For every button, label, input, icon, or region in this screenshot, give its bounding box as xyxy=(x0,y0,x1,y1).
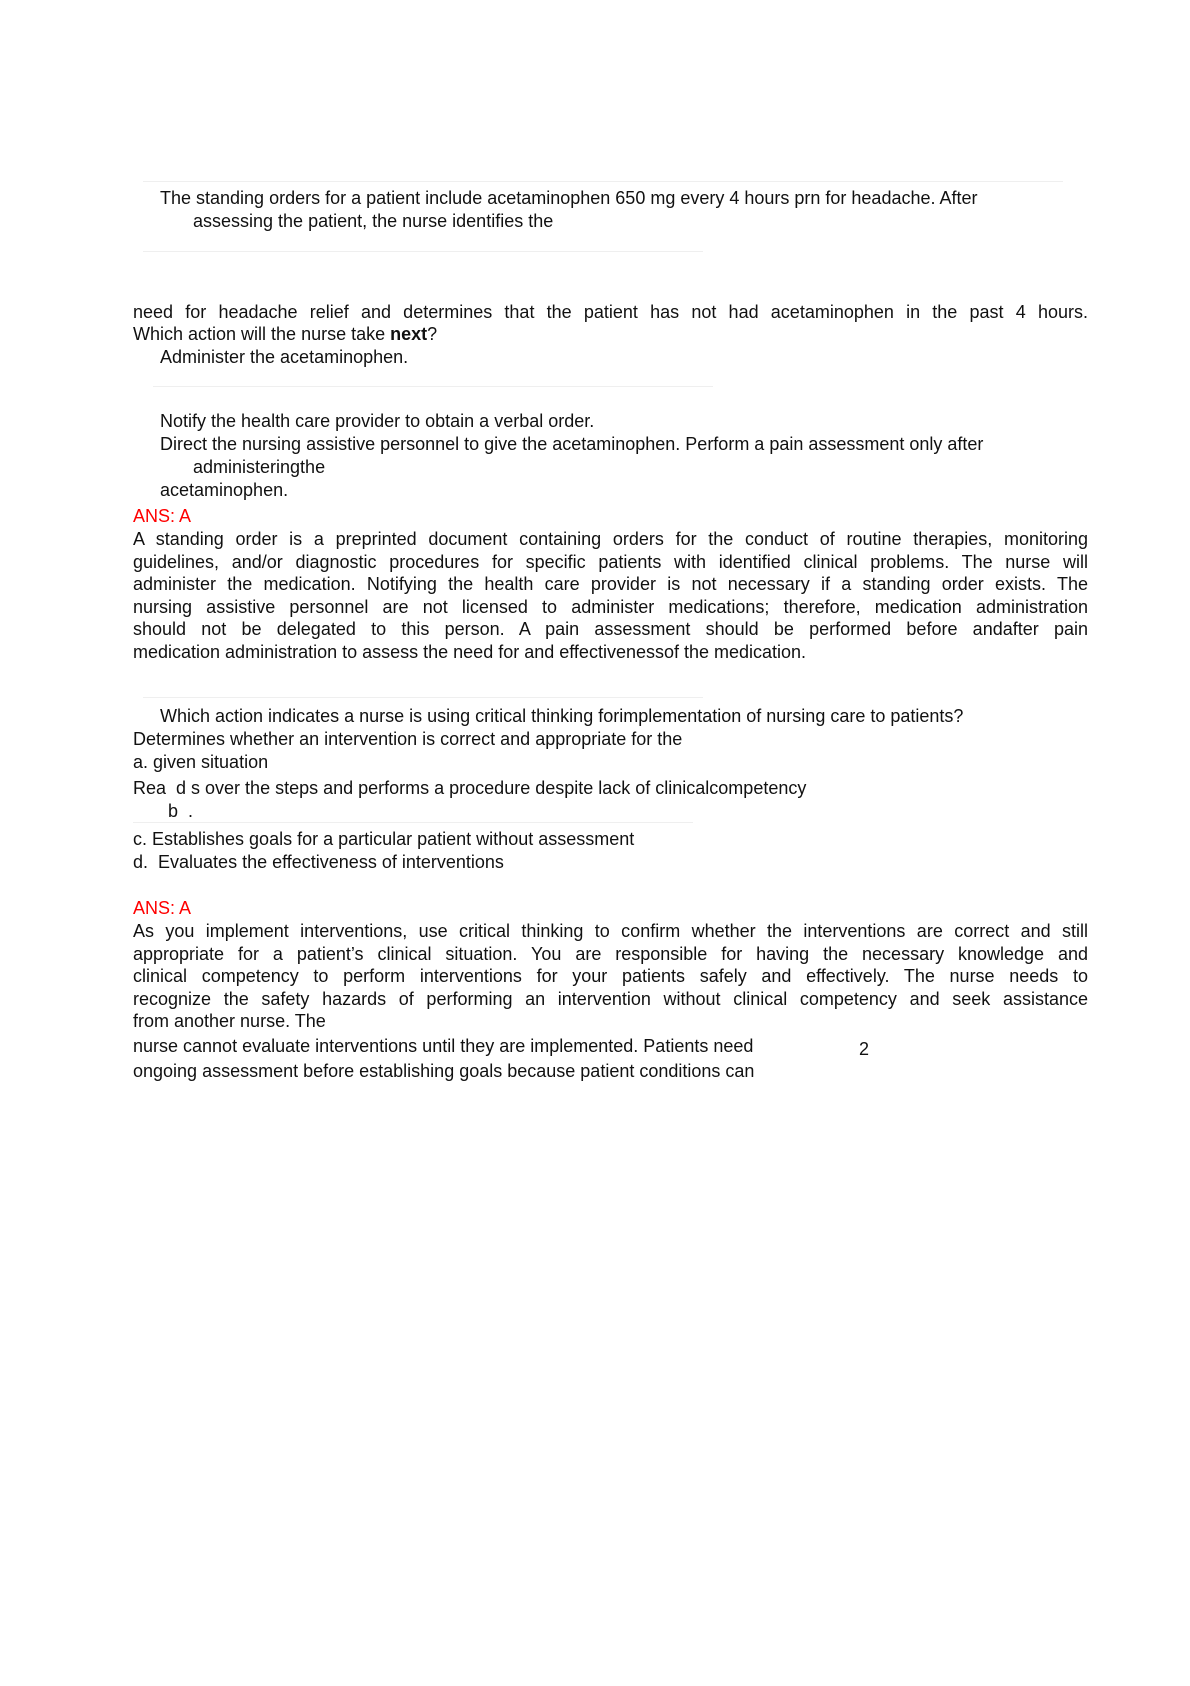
divider xyxy=(153,386,713,387)
question1-stem-line1: The standing orders for a patient include acetaminophen 650 mg every 4 hours prn for headache. After xyxy=(160,188,978,208)
question2-stem: Which action indicates a nurse is using critical thinking forimplementation of nursing care to patients? xyxy=(160,706,964,726)
rationale-line: nursing assistive personnel are not licensed to administer medications; therefore, medication administration xyxy=(133,596,1088,617)
question2-option-b-line1: Rea d s over the steps and performs a procedure despite lack of clinicalcompetency xyxy=(133,778,807,798)
question2-rationale-cont1: nurse cannot evaluate interventions until they are implemented. Patients need xyxy=(133,1036,754,1056)
question2-option-d: d. Evaluates the effectiveness of interventions xyxy=(133,852,504,872)
question2-option-c: c. Establishes goals for a particular patient without assessment xyxy=(133,829,635,849)
question1-answer: ANS: A xyxy=(133,506,192,526)
question1-option-3-line2: administeringthe xyxy=(193,457,326,477)
page-number: 2 xyxy=(859,1039,870,1059)
rationale-line: from another nurse. The xyxy=(133,1011,326,1031)
question1-stem-line3: need for headache relief and determines that the patient has not had acetaminophen in the past 4 hours. xyxy=(133,302,1088,322)
rationale-line: clinical competency to perform interventions for your patients safely and effectively. The nurse needs to xyxy=(133,966,1088,986)
divider xyxy=(143,181,1063,182)
rationale-line: recognize the safety hazards of performing an intervention without clinical competency and seek assistance xyxy=(133,988,1088,1009)
question1-stem-line2: assessing the patient, the nurse identifies the xyxy=(193,211,554,231)
question1-option-3-line1: Direct the nursing assistive personnel to give the acetaminophen. Perform a pain assessment only after xyxy=(160,434,984,454)
rationale-line: medication administration to assess the need for and effectivenessof the medication. xyxy=(133,641,807,662)
question2-rationale-cont2: ongoing assessment before establishing goals because patient conditions can xyxy=(133,1061,755,1081)
question2-option-b-line2: b . xyxy=(168,801,194,821)
divider xyxy=(133,822,693,823)
rationale-line: administer the medication. Notifying the health care provider is not necessary if a standing order exists. The xyxy=(133,574,1088,594)
rationale-line: should not be delegated to this person. A pain assessment should be performed before andafter pain xyxy=(133,619,1088,639)
question1-option-2: Notify the health care provider to obtain a verbal order. xyxy=(160,411,595,431)
question2-option-a-line1: Determines whether an intervention is correct and appropriate for the xyxy=(133,729,683,749)
question1-rationale xyxy=(133,528,1088,663)
question1-option-3-line3: acetaminophen. xyxy=(160,480,289,500)
rationale-line: appropriate for a patient’s clinical situation. You are responsible for having the necessary knowledge and xyxy=(133,943,1088,964)
divider xyxy=(143,697,703,698)
question2-option-a-line2: a. given situation xyxy=(133,752,269,772)
question1-stem-continued xyxy=(133,301,1088,324)
question1-stem-line4: Which action will the nurse take next? xyxy=(133,324,438,344)
question1-option-1: Administer the acetaminophen. xyxy=(160,347,409,367)
question2-rationale xyxy=(133,920,1088,1033)
question2-answer: ANS: A xyxy=(133,898,192,918)
rationale-line: A standing order is a preprinted document containing orders for the conduct of routine therapies, monitoring xyxy=(133,529,1088,549)
divider xyxy=(143,251,703,252)
rationale-line: As you implement interventions, use critical thinking to confirm whether the interventions are correct and still xyxy=(133,921,1088,941)
rationale-line: guidelines, and/or diagnostic procedures for specific patients with identified clinical problems. The nurse will xyxy=(133,551,1088,572)
